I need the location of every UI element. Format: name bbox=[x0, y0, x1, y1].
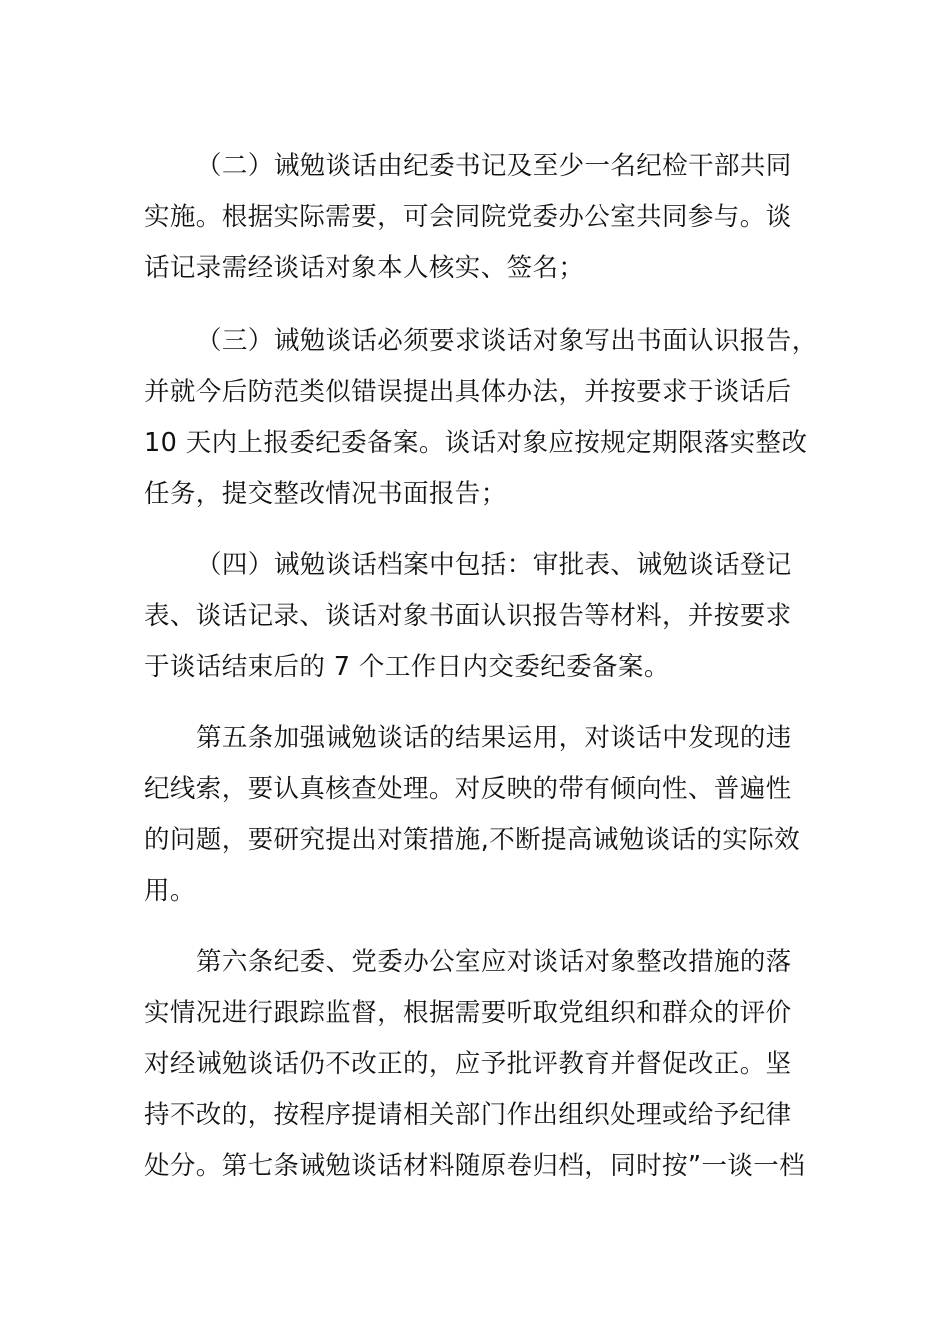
text-line: 10 天内上报委纪委备案。谈话对象应按规定期限落实整改 bbox=[144, 428, 808, 458]
text-line: 持不改的，按程序提请相关部门作出组织处理或给予纪律 bbox=[144, 1100, 792, 1130]
paragraph-item-2 bbox=[144, 141, 809, 294]
text-line: 表、谈话记录、谈话对象书面认识报告等材料，并按要求 bbox=[144, 601, 792, 631]
text-line: （二）诫勉谈话由纪委书记及至少一名纪检干部共同 bbox=[196, 151, 792, 181]
paragraph-item-3 bbox=[144, 316, 818, 520]
text-line: 实情况进行跟踪监督，根据需要听取党组织和群众的评价 bbox=[144, 998, 792, 1028]
text-line: 于谈话结束后的 7 个工作日内交委纪委备案。 bbox=[144, 652, 670, 682]
article-5-paragraph bbox=[144, 713, 809, 917]
text-line: （四）诫勉谈话档案中包括：审批表、诫勉谈话登记 bbox=[196, 550, 792, 580]
text-line: 用。 bbox=[144, 876, 196, 906]
text-line: （三）诫勉谈话必须要求谈话对象写出书面认识报告， bbox=[196, 326, 818, 356]
paragraph-item-4 bbox=[144, 540, 809, 693]
article-6-paragraph bbox=[144, 937, 809, 1192]
text-line: 实施。根据实际需要，可会同院党委办公室共同参与。谈 bbox=[144, 202, 792, 232]
text-line: 话记录需经谈话对象本人核实、签名； bbox=[144, 253, 585, 283]
text-line: 的问题，要研究提出对策措施,不断提高诫勉谈话的实际效 bbox=[144, 825, 801, 855]
text-line: 对经诫勉谈话仍不改正的，应予批评教育并督促改正。坚 bbox=[144, 1049, 792, 1079]
text-line: 纪线索，要认真核查处理。对反映的带有倾向性、普遍性 bbox=[144, 774, 792, 804]
text-line: 第六条纪委、党委办公室应对谈话对象整改措施的落 bbox=[196, 947, 792, 977]
text-line: 任务，提交整改情况书面报告； bbox=[144, 479, 507, 509]
text-line: 并就今后防范类似错误提出具体办法，并按要求于谈话后 bbox=[144, 377, 792, 407]
text-line: 第五条加强诫勉谈话的结果运用，对谈话中发现的违 bbox=[196, 723, 792, 753]
text-line: 处分。第七条诫勉谈话材料随原卷归档，同时按”一谈一档 bbox=[144, 1151, 806, 1181]
